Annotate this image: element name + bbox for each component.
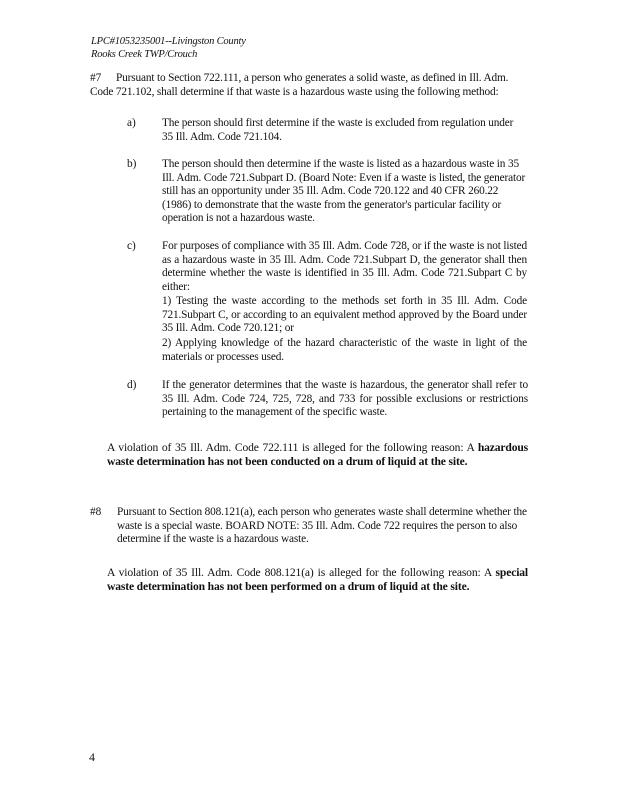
item-7d-label: d) (127, 379, 137, 391)
item-8-number: #8 (90, 506, 102, 518)
item-8-violation-reason: special waste determination has not been performed on a drum of liquid at the site. (107, 566, 528, 593)
item-8-intro: Pursuant to Section 808.121(a), each person who generates waste shall determine whether the waste is a special waste. BOARD NOTE: 35 Ill. Adm. Code 722 requires the person to also determine if the waste is a hazardous waste. (117, 506, 527, 546)
header-line-1: LPC#1053235001--Livingston County (91, 36, 246, 47)
item-7-violation-lead: A violation of 35 Ill. Adm. Code 722.111 is alleged for the following reason: A (107, 441, 475, 454)
item-7a-text: The person should first determine if the waste is excluded from regulation under 35 Ill. Adm. Code 721.104. (162, 117, 514, 143)
item-7b-label: b) (127, 158, 137, 170)
item-7c-text: For purposes of compliance with 35 Ill. Adm. Code 728, or if the waste is not listed as a hazardous waste in 35 Ill. Adm. Code 721.Subpart D, the generator shall then determine whether the waste is identified in 35 Ill. Adm. Code 721.Subpart C by either: (162, 240, 527, 293)
item-7a-label: a) (127, 117, 136, 129)
item-7c-label: c) (127, 240, 136, 252)
item-8-violation-lead: A violation of 35 Ill. Adm. Code 808.121(a) is alleged for the following reason: A (107, 566, 492, 579)
header-line-2: Rooks Creek TWP/Crouch (91, 49, 198, 60)
item-7-violation (107, 441, 528, 469)
item-8-violation (107, 566, 528, 594)
page-number: 4 (89, 750, 95, 764)
item-7-number: #7 (90, 72, 102, 84)
item-7c-option-1: 1) Testing the waste according to the methods set forth in 35 Ill. Adm. Code 721.Subpart C, or according to an equivalent method approved by the Board under 35 Ill. Adm. Code 720.121; or (162, 295, 527, 335)
item-7c-option-2: 2) Applying knowledge of the hazard characteristic of the waste in light of the materials or processes used. (162, 337, 527, 363)
item-7b-text: The person should then determine if the waste is listed as a hazardous waste in 35 Ill. Adm. Code 721.Subpart D. (Board Note: Even if a waste is listed, the generator still has an opportunity under 35 Ill. Adm. Code 720.122 and 40 CFR 260.22 (1986) to demonstrate that the waste from the generator's particular facility or operation is not a hazardous waste. (162, 158, 526, 225)
item-7d-text: If the generator determines that the waste is hazardous, the generator shall refer to 35 Ill. Adm. Code 724, 725, 728, and 733 for possible exclusions or restrictions pertaining to the management of the specific waste. (162, 379, 528, 419)
item-7-violation-reason: hazardous waste determination has not been conducted on a drum of liquid at the site. (107, 441, 529, 468)
item-7-intro: Pursuant to Section 722.111, a person who generates a solid waste, as defined in Ill. Adm. Code 721.102, shall determine if that waste is a hazardous waste using the following method: (90, 72, 509, 98)
document-header (91, 35, 246, 61)
